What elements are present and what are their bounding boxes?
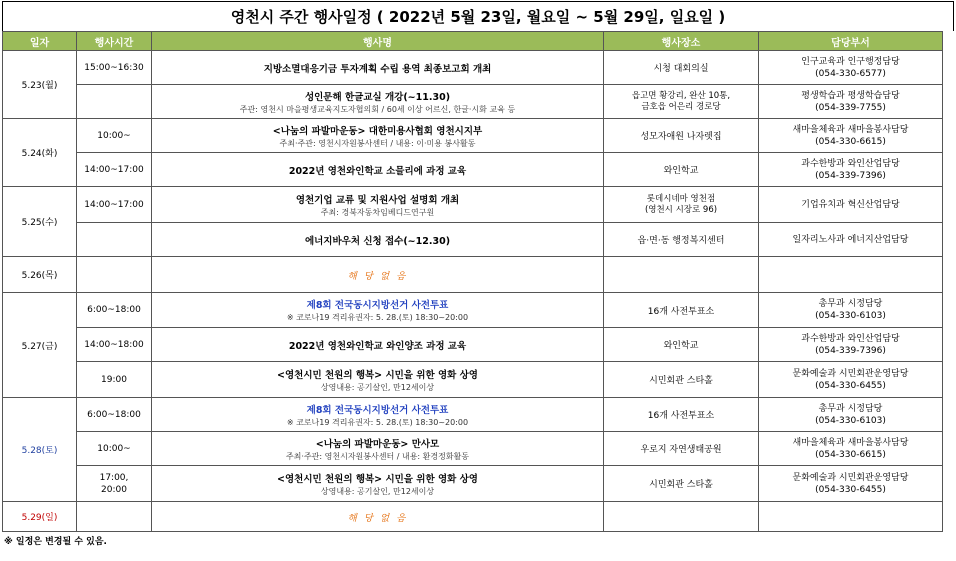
event-title: <나눔의 파발마운동> 대한미용사협회 영천시지부 — [272, 125, 483, 137]
place-cell — [604, 257, 759, 293]
place-cell: 와인학교 — [604, 328, 759, 362]
event-cell — [152, 187, 604, 223]
place-cell: 우로지 자연생태공원 — [604, 432, 759, 466]
table-row — [3, 398, 943, 432]
table-row — [3, 85, 943, 119]
table-row — [3, 328, 943, 362]
time-cell: 10:00~ — [77, 119, 152, 153]
date-cell: 5.25(수) — [3, 187, 77, 257]
table-row — [3, 293, 943, 328]
time-cell — [77, 223, 152, 257]
table-row — [3, 187, 943, 223]
date-cell: 5.23(월) — [3, 51, 77, 119]
header-dept: 담당부서 — [759, 32, 943, 51]
event-cell — [152, 223, 604, 257]
time-cell: 10:00~ — [77, 432, 152, 466]
dept-cell — [759, 432, 943, 466]
time-cell: 14:00~17:00 — [77, 153, 152, 187]
place-line: 읍고면 황강리, 완산 10통, — [631, 90, 731, 101]
header-place: 행사장소 — [604, 32, 759, 51]
table-row — [3, 257, 943, 293]
event-cell — [152, 466, 604, 502]
dept-cell — [759, 466, 943, 502]
event-cell — [152, 85, 604, 119]
table-row — [3, 362, 943, 398]
dept-name: 새마을체육과 새마을봉사담당 — [792, 437, 909, 448]
event-title: 2022년 영천와인학교 와인양조 과정 교육 — [288, 340, 467, 352]
time-cell: 14:00~17:00 — [77, 187, 152, 223]
header-event: 행사명 — [152, 32, 604, 51]
dept-cell — [759, 85, 943, 119]
dept-phone: (054-339-7396) — [815, 170, 886, 181]
dept-phone: (054-330-6615) — [815, 449, 886, 460]
table-row — [3, 502, 943, 532]
dept-name: 문화예술과 시민회관운영담당 — [792, 472, 909, 483]
event-cell — [152, 51, 604, 85]
place-cell: 16개 사전투표소 — [604, 293, 759, 328]
table-row — [3, 119, 943, 153]
table-row — [3, 153, 943, 187]
dept-phone: (054-339-7396) — [815, 345, 886, 356]
place-cell — [604, 187, 759, 223]
event-title: 에너지바우처 신청 접수(~12.30) — [304, 235, 451, 247]
time-cell — [77, 502, 152, 532]
dept-cell — [759, 223, 943, 257]
dept-phone: (054-330-6615) — [815, 136, 886, 147]
event-detail: 상영내용: 공기살인, 만12세이상 — [320, 382, 435, 392]
place-cell: 성모자애원 나자렛집 — [604, 119, 759, 153]
place-cell: 시민회관 스타홀 — [604, 362, 759, 398]
event-detail: 주최: 경북자동차임베디드연구원 — [320, 207, 435, 217]
event-cell — [152, 502, 604, 532]
dept-name: 평생학습과 평생학습담당 — [801, 90, 900, 101]
place-line: 롯데시네마 영천점 — [646, 193, 716, 204]
dept-name: 총무과 시정담당 — [818, 403, 883, 414]
header-row — [3, 32, 943, 51]
event-cell — [152, 398, 604, 432]
dept-phone: (054-330-6455) — [815, 380, 886, 391]
header-time: 행사시간 — [77, 32, 152, 51]
dept-cell — [759, 187, 943, 223]
dept-name: 일자리노사과 에너지산업담당 — [792, 234, 909, 245]
date-cell: 5.28(토) — [3, 398, 77, 502]
event-detail: ※ 코로나19 격리유권자: 5. 28.(토) 18:30~20:00 — [286, 313, 469, 322]
dept-cell — [759, 51, 943, 85]
table-row — [3, 466, 943, 502]
place-cell: 16개 사전투표소 — [604, 398, 759, 432]
date-cell: 5.27(금) — [3, 293, 77, 398]
table-row — [3, 432, 943, 466]
dept-phone: (054-339-7755) — [815, 102, 886, 113]
time-cell: 14:00~18:00 — [77, 328, 152, 362]
date-cell: 5.26(목) — [3, 257, 77, 293]
time-cell: 19:00 — [77, 362, 152, 398]
dept-cell — [759, 502, 943, 532]
footnote: ※ 일정은 변경될 수 있음. — [4, 537, 107, 547]
event-title: <영천시민 천원의 행복> 시민을 위한 영화 상영 — [277, 473, 478, 485]
dept-name: 새마을체육과 새마을봉사담당 — [792, 124, 909, 135]
dept-phone: (054-330-6455) — [815, 484, 886, 495]
schedule-table — [2, 31, 943, 532]
dept-name: 기업유치과 혁신산업담당 — [801, 199, 900, 210]
place-cell: 읍·면·동 행정복지센터 — [604, 223, 759, 257]
dept-phone: (054-330-6103) — [815, 311, 886, 321]
dept-cell — [759, 362, 943, 398]
event-detail: 주최·주관: 영천시자원봉사센터 / 내용: 환경정화활동 — [285, 451, 470, 461]
header-date: 일자 — [3, 32, 77, 51]
dept-cell — [759, 328, 943, 362]
place-cell — [604, 85, 759, 119]
dept-cell — [759, 398, 943, 432]
no-event-label: 해 당 없 음 — [347, 270, 408, 282]
time-cell — [77, 257, 152, 293]
date-cell: 5.24(화) — [3, 119, 77, 187]
event-cell — [152, 328, 604, 362]
event-title: 제8회 전국동시지방선거 사전투표 — [306, 300, 449, 311]
place-cell: 시청 대회의실 — [604, 51, 759, 85]
event-detail: 주최·주관: 영천시자원봉사센터 / 내용: 이·미용 봉사활동 — [279, 138, 476, 148]
dept-cell — [759, 257, 943, 293]
dept-phone: (054-330-6103) — [815, 415, 886, 426]
page-title: 영천시 주간 행사일정 ( 2022년 5월 23일, 월요일 ~ 5월 29일, 일요일 ) — [2, 1, 954, 31]
place-cell — [604, 502, 759, 532]
time-line-2: 20:00 — [101, 484, 127, 495]
event-detail: 주관: 영천시 마을평생교육지도자협의회 / 60세 이상 어르신, 한글·시화 교육 등 — [239, 104, 516, 114]
date-cell: 5.29(일) — [3, 502, 77, 532]
time-cell — [77, 85, 152, 119]
event-cell — [152, 257, 604, 293]
dept-name: 문화예술과 시민회관운영담당 — [792, 368, 909, 379]
time-cell: 6:00~18:00 — [77, 293, 152, 328]
time-cell — [77, 466, 152, 502]
time-cell: 6:00~18:00 — [77, 398, 152, 432]
event-title: 2022년 영천와인학교 소믈리에 과정 교육 — [288, 165, 467, 177]
table-row — [3, 51, 943, 85]
event-detail: ※ 코로나19 격리유권자: 5. 28.(토) 18:30~20:00 — [286, 417, 469, 427]
event-title: <나눔의 파발마운동> 만사모 — [315, 438, 440, 450]
event-title: 영천기업 교류 및 지원사업 설명회 개최 — [295, 194, 460, 206]
event-cell — [152, 362, 604, 398]
dept-cell — [759, 293, 943, 328]
place-line-2: 금호읍 어은리 경로당 — [641, 101, 721, 112]
event-detail: 상영내용: 공기살인, 만12세이상 — [320, 486, 435, 496]
dept-name: 과수한방과 와인산업담당 — [801, 158, 900, 169]
event-title: <영천시민 천원의 행복> 시민을 위한 영화 상영 — [277, 369, 478, 381]
event-title: 제8회 전국동시지방선거 사전투표 — [306, 404, 449, 416]
dept-cell — [759, 153, 943, 187]
dept-name: 인구교육과 인구행정담당 — [801, 56, 900, 67]
table-row — [3, 223, 943, 257]
event-title: 지방소멸대응기금 투자계획 수립 용역 최종보고회 개최 — [263, 63, 492, 75]
dept-name: 총무과 시정담당 — [818, 299, 883, 309]
event-cell — [152, 432, 604, 466]
time-line: 17:00, — [99, 472, 129, 483]
event-cell — [152, 153, 604, 187]
dept-cell — [759, 119, 943, 153]
dept-phone: (054-330-6577) — [815, 68, 886, 79]
place-cell: 시민회관 스타홀 — [604, 466, 759, 502]
event-cell — [152, 293, 604, 328]
place-cell: 와인학교 — [604, 153, 759, 187]
time-cell: 15:00~16:30 — [77, 51, 152, 85]
dept-name: 과수한방과 와인산업담당 — [801, 333, 900, 344]
event-title: 성인문해 한글교실 개강(~11.30) — [304, 91, 451, 103]
no-event-label: 해 당 없 음 — [347, 512, 408, 524]
event-cell — [152, 119, 604, 153]
place-line-2: (영천시 시장로 96) — [644, 204, 718, 215]
